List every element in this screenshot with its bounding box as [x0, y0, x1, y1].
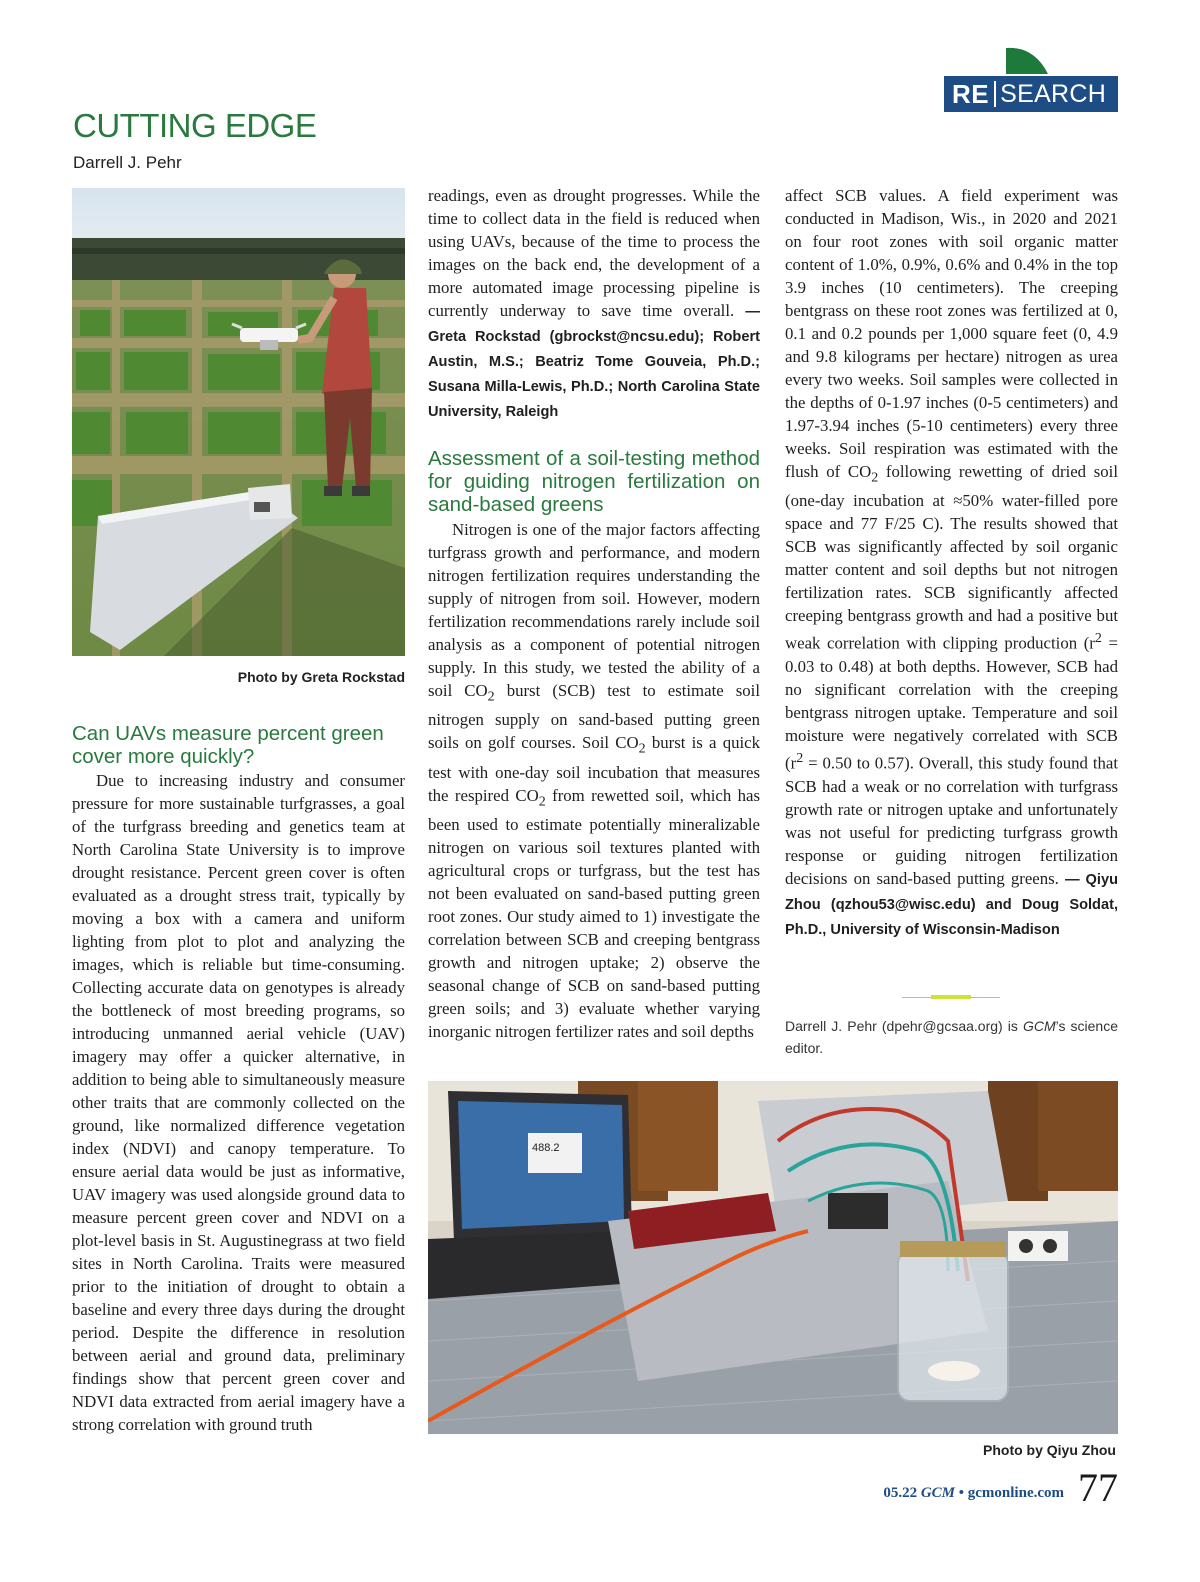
article2-text: Nitrogen is one of the major factors affecting turfgrass growth and performance, and modern nitrogen fertilization requires understanding the supply of nitrogen from soil. However, modern fertilization recommendations rarely include soil analysis as a component of potential nitrogen supply. In this study, we tested the ability of a soil CO	[428, 520, 760, 700]
article2-text: following rewetting of dried soil (one-day incubation at ≈50% water-filled pore space and 77 F/25 C). The results showed that SCB was significantly affected by soil organic matter content and soil depths but not nitrogen fertilization rates. SCB significantly affected creeping bentgrass growth and had a positive but weak correlation with clipping production (r	[785, 462, 1119, 653]
subscript-two: 2	[871, 470, 879, 486]
article2-continuation	[785, 184, 1118, 942]
bio-text: Darrell J. Pehr (dpehr@gcsaa.org) is	[785, 1018, 1023, 1034]
superscript-two: 2	[796, 750, 804, 766]
article2-text: from rewetted soil, which has been used to estimate potentially mineralizable nitrogen on various soil textures planted with agricultural crops or turfgrass, but the test has not been evaluated on sand-based putting green root zones. Our study aimed to 1) investigate the correlation between SCB and creeping bentgrass growth and nitrogen uptake; 2) observe the seasonal change of SCB on sand-based putting green soils; and 3) evaluate whether varying inorganic nitrogen fertilizer rates and soil depths	[428, 785, 760, 1042]
leaf-icon	[1004, 46, 1048, 74]
article2-paragraph	[428, 518, 760, 1043]
article2-text: affect SCB values. A field experiment was conducted in Madison, Wis., in 2020 and 2021 on four root zones with soil organic matter content of 1.0%, 0.9%, 0.6% and 0.4% in the top 3.9 inches (10 centimeters). The creeping bentgrass on these root zones was fertilized at 0, 0.1 and 0.2 pounds per 1,000 square feet (0, 4.9 and 9.8 kilograms per hectare) nitrogen as urea every two weeks. Soil samples were collected in the depths of 0-1.97 inches (0-5 centimeters) and 1.97-3.94 inches (5-10 centimeters) every three weeks. Soil respiration was estimated with the flush of CO	[785, 186, 1118, 481]
logo-bar	[944, 76, 1118, 112]
article1-paragraph: Due to increasing industry and consumer pressure for more sustainable turfgrasses, a goal of the turfgrass breeding and genetics team at North Carolina State University is to improve drought resistance. Percent green cover is often evaluated as a drought stress trait, typically by moving a box with a camera and uniform lighting from plot to plot and analyzing the images, which is reliable but time-consuming. Collecting accurate data on genotypes is already the bottleneck of most breeding programs, so introducing unmanned aerial vehicle (UAV) imagery may offer a quicker alternative, in addition to being able to simultaneously measure other traits that are commonly collected on the ground, like normalized difference vegetation index (NDVI) and canopy temperature. To ensure aerial data would be just as informative, UAV imagery was used alongside ground data to measure percent green cover and NDVI on a plot-level basis in St. Augustinegrass at two field sites in North Carolina. Traits were measured prior to the initiation of drought to obtain a baseline and every three days during the drought period. Despite the difference in resolution between aerial and ground data, preliminary findings show that percent green cover and NDVI data extracted from aerial imagery have a strong correlation with ground truth	[72, 771, 405, 1434]
subscript-two: 2	[538, 794, 546, 810]
photo-credit-field: Photo by Greta Rockstad	[237, 669, 405, 685]
article1-column1	[72, 769, 405, 1436]
article2-text: burst is a quick test with one-day soil incubation that measures the respired CO	[428, 733, 760, 805]
article1-byline: — Greta Rockstad (gbrockst@ncsu.edu); Robert Austin, M.S.; Beatriz Tome Gouveia, Ph.D.; Susana Milla-Lewis, Ph.D.; North Carolina State University, Raleigh	[428, 304, 760, 420]
logo-divider	[994, 81, 996, 107]
lab-equipment-photo	[428, 1081, 1118, 1434]
field-uav-photo	[72, 188, 405, 656]
column-author: Darrell J. Pehr	[73, 153, 182, 172]
article1-continuation-text: readings, even as drought progresses. While the time to collect data in the field is reduced when using UAVs, because of the time to process the images on the back end, the development of a more automated image processing pipeline is currently underway to save time overall.	[428, 186, 760, 320]
article2-text: burst (SCB) test to estimate soil nitrogen supply on sand-based putting green soils on golf courses. Soil CO	[428, 681, 760, 753]
photo-credit-lab: Photo by Qiyu Zhou	[983, 1442, 1116, 1458]
editor-bio	[785, 1015, 1118, 1059]
screen-readout: 488.2	[532, 1142, 560, 1154]
article2-text: = 0.03 to 0.48) at both depths. However, SCB had no significant correlation with the creeping bentgrass nitrogen uptake. Temperature and soil moisture were negatively correlated with SCB (r	[785, 633, 1118, 773]
page-footer	[840, 1465, 1118, 1510]
bio-text: ’s science editor.	[785, 1018, 1118, 1056]
article2-byline: — Qiyu Zhou (qzhou53@wisc.edu) and Doug Soldat, Ph.D., University of Wisconsin-Madison	[785, 871, 1118, 938]
article2-text: = 0.50 to 0.57). Overall, this study found that SCB had a weak or no correlation with turfgrass growth rate or nitrogen uptake and unfortunately was not useful for predicting turfgrass growth response or guiding nitrogen fertilization decisions on sand-based putting greens.	[785, 753, 1118, 888]
bio-magazine: GCM	[1022, 1018, 1056, 1034]
section-divider	[902, 995, 1000, 999]
logo-re: RE	[952, 78, 990, 109]
subscript-two: 2	[487, 689, 495, 705]
column-3	[785, 184, 1118, 942]
article1-continuation	[428, 184, 760, 424]
subscript-two: 2	[638, 741, 646, 757]
research-logo	[944, 46, 1118, 112]
section-title: CUTTING EDGE	[73, 107, 317, 144]
page-number: 77	[1078, 1465, 1118, 1510]
article1-heading: Can UAVs measure percent green cover more quickly?	[72, 722, 384, 768]
article2-heading: Assessment of a soil-testing method for guiding nitrogen fertilization on sand-based greens	[428, 447, 760, 516]
superscript-two: 2	[1094, 631, 1102, 647]
column-2	[428, 184, 760, 1043]
logo-search: SEARCH	[1000, 79, 1107, 108]
footer-issue: 05.22 GCM • gcmonline.com	[883, 1485, 1064, 1501]
